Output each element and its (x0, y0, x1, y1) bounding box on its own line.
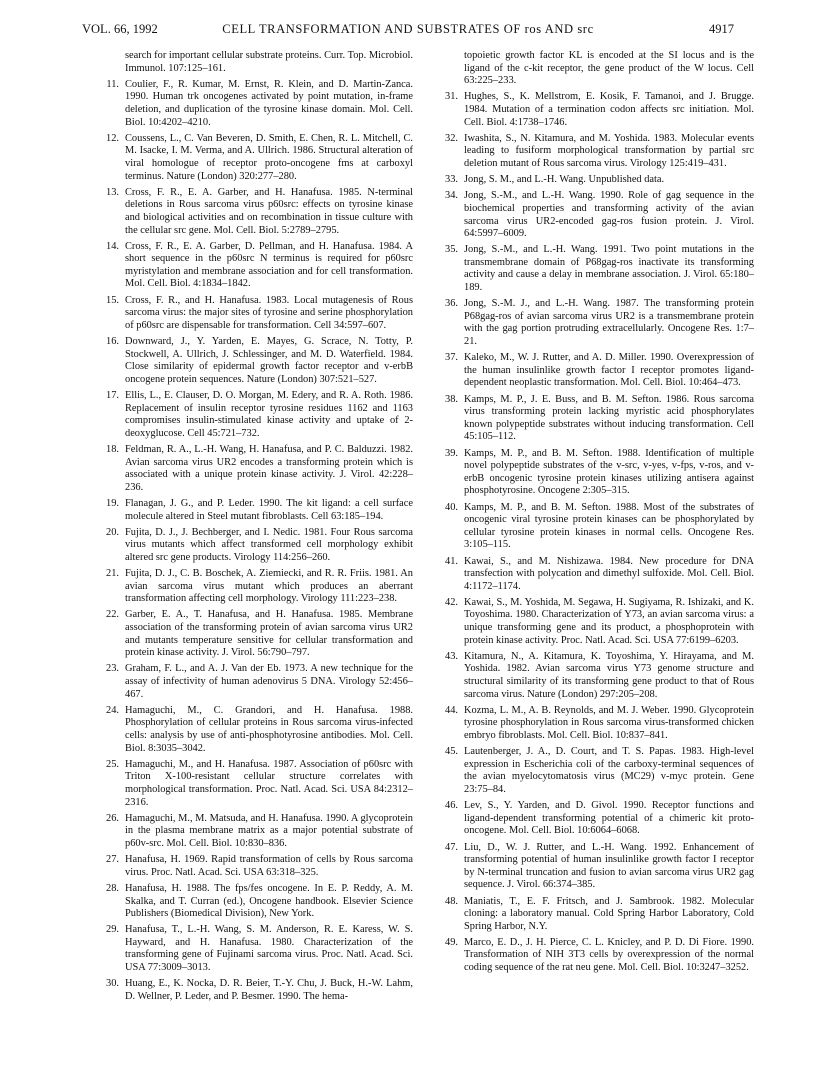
reference-text: Ellis, L., E. Clauser, D. O. Morgan, M. Edery, and R. A. Roth. 1986. Replacement of insulin receptor tyrosine residues 1162 and 1163 compromises insulin-stimulated kinase activity and uptake of 2-deoxyglucose. Cell 45:721–732. (125, 390, 413, 439)
reference-text: topoietic growth factor KL is encoded at the SI locus and is the ligand of the c-kit receptor, the gene product of the W locus. Cell 63:225–233. (464, 50, 754, 87)
reference-number: 31. (445, 91, 458, 103)
reference-entry (97, 133, 413, 183)
page-header (82, 22, 734, 42)
reference-text: Jong, S.-M., and L.-H. Wang. 1990. Role of gag sequence in the biochemical properties and transforming activity of the avian sarcoma virus UR2-encoded gag-ros fusion protein. J. Virol. 64:5997–6009. (464, 190, 754, 240)
reference-entry (97, 336, 413, 386)
reference-text: Kawai, S., and M. Nishizawa. 1984. New procedure for DNA transfection with polycation and dimethyl sulfoxide. Mol. Cell. Biol. 4:1172–1174. (464, 555, 754, 592)
reference-number: 47. (445, 841, 458, 853)
reference-text: Graham, F. L., and A. J. Van der Eb. 1973. A new technique for the assay of infectivity of human adenovirus 5 DNA. Virology 52:456–467. (125, 663, 413, 700)
reference-number: 49. (445, 936, 458, 948)
reference-text: Flanagan, J. G., and P. Leder. 1990. The kit ligand: a cell surface molecule altered in Steel mutant fibroblasts. Cell 63:185–194. (125, 497, 413, 522)
right-reference-column (436, 50, 754, 978)
reference-entry (436, 937, 754, 975)
reference-entry (97, 854, 413, 879)
volume-label: VOL. 66, 1992 (82, 22, 158, 36)
reference-text: Hamaguchi, M., and H. Hanafusa. 1987. Association of p60src with Triton X-100-resistant cellular structure correlates with morphological transformation. Proc. Natl. Acad. Sci. USA 84:2312–2316. (125, 758, 413, 808)
reference-entry (436, 651, 754, 701)
reference-entry (97, 295, 413, 333)
reference-text: Maniatis, T., E. F. Fritsch, and J. Sambrook. 1982. Molecular cloning: a laboratory manual. Cold Spring Harbor Laboratory, Cold Spring Harbor, N.Y. (464, 895, 754, 932)
reference-number: 38. (445, 393, 458, 405)
reference-entry (436, 597, 754, 647)
reference-entry (436, 190, 754, 240)
reference-text: Kozma, L. M., A. B. Reynolds, and M. J. Weber. 1990. Glycoprotein tyrosine phosphorylation in Rous sarcoma virus-transformed chicken embryo fibroblasts. Mol. Cell. Biol. 10:837–841. (464, 704, 754, 741)
reference-text: Coussens, L., C. Van Beveren, D. Smith, E. Chen, R. L. Mitchell, C. M. Isacke, I. M. Verma, and A. Ullrich. 1986. Structural alteration of viral homologue of receptor proto-oncogene fms at carboxyl terminus. Nature (London) 320:277–280. (125, 132, 413, 182)
reference-text: Downward, J., Y. Yarden, E. Mayes, G. Scrace, N. Totty, P. Stockwell, A. Ullrich, J. Schlessinger, and M. D. Waterfield. 1984. Close similarity of epidermal growth factor receptor and v-erbB oncogene protein sequences. Nature (London) 307:521–527. (125, 336, 413, 385)
reference-text: Hamaguchi, M., C. Grandori, and H. Hanafusa. 1988. Phosphorylation of cellular proteins in Rous sarcoma virus-infected cells: analysis by use of anti-phosphotyrosine antibodies. Mol. Cell. Biol. 8:3035–3042. (125, 704, 413, 754)
reference-number: 36. (445, 298, 458, 310)
reference-entry (97, 924, 413, 974)
reference-text: Hanafusa, H. 1969. Rapid transformation of cells by Rous sarcoma virus. Proc. Natl. Acad. Sci. USA 63:318–325. (125, 854, 413, 878)
reference-entry (436, 298, 754, 348)
reference-number: 19. (106, 497, 119, 509)
reference-entry (97, 978, 413, 1003)
reference-entry (97, 568, 413, 606)
reference-text: Cross, F. R., and H. Hanafusa. 1983. Local mutagenesis of Rous sarcoma virus: the major sites of tyrosine and serine phosphorylation of p60src are dispensable for transformation. Cell 34:597–607. (125, 294, 413, 331)
reference-text: Kawai, S., M. Yoshida, M. Segawa, H. Sugiyama, R. Ishizaki, and K. Toyoshima. 1980. Characterization of Y73, an avian sarcoma virus: a unique transforming gene and its product, a phosphoprotein with protein kinase activity. Proc. Natl. Acad. Sci. USA 77:6199–6203. (464, 596, 754, 646)
reference-number: 39. (445, 447, 458, 459)
reference-entry (436, 502, 754, 552)
reference-text: Cross, F. R., E. A. Garber, D. Pellman, and H. Hanafusa. 1984. A short sequence in the p60src N terminus is required for p60src myristylation and membrane association and for cell transformation. Mol. Cell. Biol. 4:1834–1842. (125, 240, 413, 290)
reference-entry (97, 663, 413, 701)
reference-text: Kamps, M. P., and B. M. Sefton. 1988. Most of the substrates of oncogenic viral tyrosine protein kinases can be phosphorylated by cellular tyrosine protein kinases in normal cells. Oncogene Res. 3:105–115. (464, 501, 754, 551)
reference-entry (436, 50, 754, 88)
reference-text: Jong, S.-M., and L.-H. Wang. 1991. Two point mutations in the transmembrane domain of P68gag-ros inactivate its transforming activity and cause a delay in membrane association. J. Virol. 65:180–189. (464, 244, 754, 294)
reference-number: 18. (106, 443, 119, 455)
reference-number: 23. (106, 663, 119, 675)
reference-entry (97, 390, 413, 440)
reference-entry (436, 91, 754, 129)
reference-text: Kitamura, N., A. Kitamura, K. Toyoshima, Y. Hirayama, and M. Yoshida. 1982. Avian sarcoma virus Y73 genome structure and structural similarity of its transforming gene product to that of Rous sarcoma virus. Nature (London) 297:205–208. (464, 650, 754, 700)
reference-entry (436, 174, 754, 187)
reference-text: Jong, S. M., and L.-H. Wang. Unpublished data. (464, 174, 665, 186)
reference-entry (97, 241, 413, 291)
reference-entry (97, 50, 413, 75)
reference-number: 12. (106, 132, 119, 144)
reference-number: 20. (106, 526, 119, 538)
reference-number: 30. (106, 978, 119, 990)
reference-entry (97, 79, 413, 129)
left-reference-column (97, 50, 413, 1007)
reference-number: 37. (445, 352, 458, 364)
reference-number: 44. (445, 704, 458, 716)
reference-number: 32. (445, 132, 458, 144)
reference-entry (436, 352, 754, 390)
reference-text: Hanafusa, H. 1988. The fps/fes oncogene. In E. P. Reddy, A. M. Skalka, and T. Curran (ed.), Oncogene handbook. Elsevier Science Publishers (Biomedical Division), New York. (125, 882, 413, 920)
running-title: CELL TRANSFORMATION AND SUBSTRATES OF ros AND src (222, 22, 594, 36)
reference-text: Hamaguchi, M., M. Matsuda, and H. Hanafusa. 1990. A glycoprotein in the plasma membrane matrix as a major potential substrate of p60v-src. Mol. Cell. Biol. 10:830–836. (125, 812, 413, 849)
reference-number: 45. (445, 746, 458, 758)
reference-number: 25. (106, 758, 119, 770)
reference-text: Hanafusa, T., L.-H. Wang, S. M. Anderson, R. E. Karess, W. S. Hayward, and H. Hanafusa. 1980. Characterization of the transforming gene of Fujinami sarcoma virus. Proc. Natl. Acad. Sci. USA 77:3009–3013. (125, 924, 413, 974)
reference-entry (97, 527, 413, 565)
reference-number: 24. (106, 704, 119, 716)
reference-text: Iwashita, S., N. Kitamura, and M. Yoshida. 1983. Molecular events leading to fusiform morphological transformation by partial src deletion mutant of Rous sarcoma virus. Virology 125:419–431. (464, 132, 754, 169)
reference-number: 28. (106, 882, 119, 894)
reference-entry (436, 705, 754, 743)
reference-entry (97, 883, 413, 921)
reference-entry (97, 705, 413, 755)
reference-number: 35. (445, 244, 458, 256)
reference-number: 27. (106, 854, 119, 866)
reference-entry (436, 556, 754, 594)
reference-text: Marco, E. D., J. H. Pierce, C. L. Knicley, and P. D. Di Fiore. 1990. Transformation of NIH 3T3 cells by overexpression of the normal coding sequence of the rat neu gene. Mol. Cell. Biol. 10:3247–3252. (464, 936, 754, 974)
reference-text: Kamps, M. P., J. E. Buss, and B. M. Sefton. 1986. Rous sarcoma virus transforming protein lacking myristic acid phosphorylates known polypeptide substrates without inducing transformation. Cell 45:105–112. (464, 393, 754, 443)
reference-text: Huang, E., K. Nocka, D. R. Beier, T.-Y. Chu, J. Buck, H.-W. Lahm, D. Wellner, P. Leder, and P. Besmer. 1990. The hema- (125, 978, 413, 1002)
reference-entry (436, 448, 754, 498)
reference-entry (97, 444, 413, 494)
reference-entry (97, 759, 413, 809)
reference-number: 29. (106, 924, 119, 936)
reference-number: 21. (106, 568, 119, 580)
reference-entry (436, 394, 754, 444)
reference-text: Coulier, F., R. Kumar, M. Ernst, R. Klein, and D. Martin-Zanca. 1990. Human trk oncogenes activated by point mutation, in-frame deletion, and duplication of the tyrosine kinase domain. Mol. Cell. Biol. 10:4202–4210. (125, 78, 413, 128)
reference-entry (97, 498, 413, 523)
reference-entry (436, 244, 754, 294)
reference-number: 17. (106, 390, 119, 401)
reference-number: 42. (445, 596, 458, 608)
reference-entry (436, 133, 754, 171)
reference-text: Fujita, D. J., J. Bechberger, and I. Nedic. 1981. Four Rous sarcoma virus mutants which affect transformed cell morphology exhibit altered src gene products. Virology 114:256–260. (125, 526, 413, 563)
reference-entry (436, 800, 754, 838)
reference-text: Hughes, S., K. Mellstrom, E. Kosik, F. Tamanoi, and J. Brugge. 1984. Mutation of a termination codon affects src initiation. Mol. Cell. Biol. 4:1738–1746. (464, 91, 754, 128)
reference-number: 43. (445, 650, 458, 662)
reference-entry (436, 746, 754, 796)
reference-text: Lev, S., Y. Yarden, and D. Givol. 1990. Receptor functions and ligand-dependent transforming potential of a chimeric kit proto-oncogene. Mol. Cell. Biol. 10:6064–6068. (464, 800, 754, 837)
reference-number: 26. (106, 812, 119, 824)
reference-number: 16. (106, 336, 119, 348)
reference-number: 15. (106, 294, 119, 306)
reference-entry (436, 896, 754, 934)
reference-text: Lautenberger, J. A., D. Court, and T. S. Papas. 1983. High-level expression in Escherichia coli of the carboxy-terminal sequences of the avian myelocytomatosis virus (MC29) v-myc protein. Gene 23:75–84. (464, 746, 754, 795)
reference-number: 46. (445, 800, 458, 812)
reference-text: Jong, S.-M. J., and L.-H. Wang. 1987. The transforming protein P68gag-ros of avian sarcoma virus UR2 is a transmembrane protein with the gag portion protruding extracellularly. Oncogene Res. 1:7–21. (464, 298, 754, 348)
reference-text: Kamps, M. P., and B. M. Sefton. 1988. Identification of multiple novel polypeptide substrates of the v-src, v-yes, v-fps, v-ros, and v-erbB oncogenic tyrosine protein kinases utilizing antisera against phosphotyrosine. Oncogene 2:305–315. (464, 447, 754, 497)
reference-number: 34. (445, 190, 458, 202)
reference-entry (436, 842, 754, 892)
reference-number: 11. (106, 78, 119, 90)
reference-number: 41. (445, 555, 458, 567)
reference-entry (97, 813, 413, 851)
reference-text: Liu, D., W. J. Rutter, and L.-H. Wang. 1992. Enhancement of transforming potential of human insulinlike growth factor I receptor by N-terminal truncation and fusion to avian sarcoma virus UR2 gag sequence. J. Virol. 66:374–385. (464, 841, 754, 891)
reference-text: Cross, F. R., E. A. Garber, and H. Hanafusa. 1985. N-terminal deletions in Rous sarcoma virus p60src: effects on tyrosine kinase and biological activities and on recombination in tissue culture with the cellular src gene. Mol. Cell. Biol. 5:2789–2795. (125, 186, 413, 236)
reference-entry (97, 187, 413, 237)
reference-number: 14. (106, 240, 119, 252)
reference-entry (97, 609, 413, 659)
reference-text: Kaleko, M., W. J. Rutter, and A. D. Miller. 1990. Overexpression of the human insulinlike growth factor I receptor promotes ligand-dependent neoplastic transformation. Mol. Cell. Biol. 10:464–473. (464, 352, 754, 389)
reference-number: 13. (106, 186, 119, 198)
reference-number: 33. (445, 174, 458, 186)
reference-number: 40. (445, 501, 458, 513)
page-number: 4917 (709, 22, 734, 36)
reference-number: 22. (106, 609, 119, 621)
reference-text: Fujita, D. J., C. B. Boschek, A. Ziemiecki, and R. R. Friis. 1981. An avian sarcoma virus mutant which produces an aberrant transformation affecting cell morphology. Virology 111:223–238. (125, 568, 413, 605)
reference-number: 48. (445, 895, 458, 907)
reference-text: Feldman, R. A., L.-H. Wang, H. Hanafusa, and P. C. Balduzzi. 1982. Avian sarcoma virus UR2 encodes a transforming protein which is associated with a unique protein kinase activity. J. Virol. 42:228–236. (125, 443, 413, 493)
reference-text: Garber, E. A., T. Hanafusa, and H. Hanafusa. 1985. Membrane association of the transforming protein of avian sarcoma virus UR2 and mutants temperature sensitive for cellular transformation and protein kinase activity. J. Virol. 56:790–797. (125, 609, 413, 659)
reference-text: search for important cellular substrate proteins. Curr. Top. Microbiol. Immunol. 107:125–161. (125, 50, 413, 74)
